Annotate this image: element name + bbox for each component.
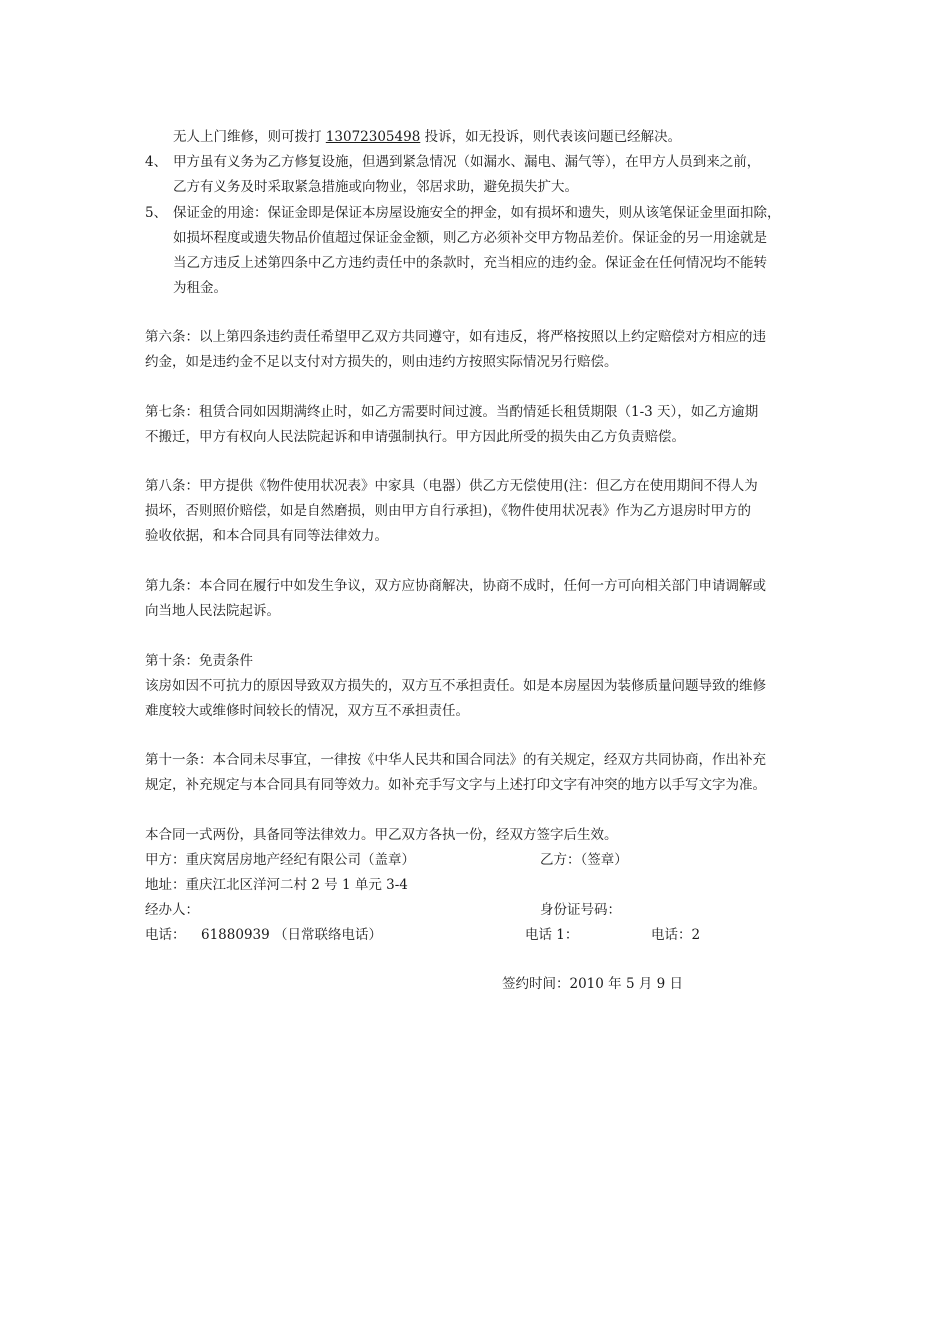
- id-number-label: 身份证号码：: [540, 902, 621, 918]
- complaint-phone-link[interactable]: 13072305498: [325, 129, 421, 145]
- article11-line-1: 第十一条：本合同未尽事宜，一律按《中华人民共和国合同法》的有关规定，经双方共同协商，作出补充: [145, 752, 766, 768]
- item5-number: 5、: [145, 205, 168, 221]
- phone-label: 电话：: [145, 927, 186, 943]
- phone-value: 61880939 （日常联络电话）: [201, 927, 383, 943]
- party-a-address: 地址：重庆江北区洋河二村 2 号 1 单元 3-4: [145, 877, 408, 893]
- item4-number: 4、: [145, 154, 168, 170]
- clause3-tail-before: 无人上门维修，则可拨打: [173, 129, 326, 145]
- item5-line-1: 保证金的用途：保证金即是保证本房屋设施安全的押金，如有损坏和遗失，则从该笔保证金里面扣除，: [173, 205, 781, 221]
- article11-line-2: 规定，补充规定与本合同具有同等效力。如补充手写文字与上述打印文字有冲突的地方以手写文字为准。: [145, 777, 766, 793]
- party-b: 乙方：（签章）: [540, 852, 628, 868]
- article9-line-1: 第九条：本合同在履行中如发生争议，双方应协商解决，协商不成时，任何一方可向相关部门申请调解或: [145, 578, 766, 594]
- article7-line-2: 不搬迁，甲方有权向人民法院起诉和申请强制执行。甲方因此所受的损失由乙方负责赔偿。: [145, 429, 685, 445]
- article8-line-2: 损坏，否则照价赔偿，如是自然磨损，则由甲方自行承担)，《物件使用状况表》作为乙方退房时甲方的: [145, 503, 752, 519]
- clause3-tail-after: 投诉，如无投诉，则代表该问题已经解决。: [420, 129, 682, 145]
- article8-line-3: 验收依据，和本合同具有同等法律效力。: [145, 528, 388, 544]
- article9-line-2: 向当地人民法院起诉。: [145, 603, 280, 619]
- article10-line-1: 该房如因不可抗力的原因导致双方损失的，双方互不承担责任。如是本房屋因为装修质量问题导致的维修: [145, 678, 766, 694]
- item4-line-2: 乙方有义务及时采取紧急措施或向物业，邻居求助，避免损失扩大。: [173, 179, 578, 195]
- sign-date: 签约时间：2010 年 5 月 9 日: [502, 976, 683, 992]
- article6-line-1: 第六条：以上第四条违约责任希望甲乙双方共同遵守，如有违反，将严格按照以上约定赔偿对方相应的违: [145, 329, 766, 345]
- item4-line-1: 甲方虽有义务为乙方修复设施，但遇到紧急情况（如漏水、漏电、漏气等），在甲方人员到来之前，: [173, 154, 761, 170]
- party-a: 甲方：重庆窝居房地产经纪有限公司（盖章）: [145, 852, 415, 868]
- article6-line-2: 约金，如是违约金不足以支付对方损失的，则由违约方按照实际情况另行赔偿。: [145, 354, 618, 370]
- article10-line-2: 难度较大或维修时间较长的情况，双方互不承担责任。: [145, 703, 469, 719]
- item5-line-3: 当乙方违反上述第四条中乙方违约责任中的条款时，充当相应的违约金。保证金在任何情况均不能转: [173, 255, 767, 271]
- phone1-label: 电话 1：: [525, 927, 579, 943]
- agent-label: 经办人：: [145, 902, 199, 918]
- phone2-label: 电话：2: [651, 927, 701, 943]
- article8-line-1: 第八条：甲方提供《物件使用状况表》中家具（电器）供乙方无偿使用(注：但乙方在使用期间不得人为: [145, 478, 758, 494]
- item5-line-4: 为租金。: [173, 280, 227, 296]
- clause3-tail-line: [173, 128, 681, 146]
- closing-statement: 本合同一式两份，具备同等法律效力。甲乙双方各执一份，经双方签字后生效。: [145, 827, 618, 843]
- article7-line-1: 第七条：租赁合同如因期满终止时，如乙方需要时间过渡。当酌情延长租赁期限（1-3 天），如乙方逾期: [145, 404, 759, 420]
- article10-title: 第十条：免责条件: [145, 653, 253, 669]
- item5-line-2: 如损坏程度或遗失物品价值超过保证金金额，则乙方必须补交甲方物品差价。保证金的另一用途就是: [173, 230, 767, 246]
